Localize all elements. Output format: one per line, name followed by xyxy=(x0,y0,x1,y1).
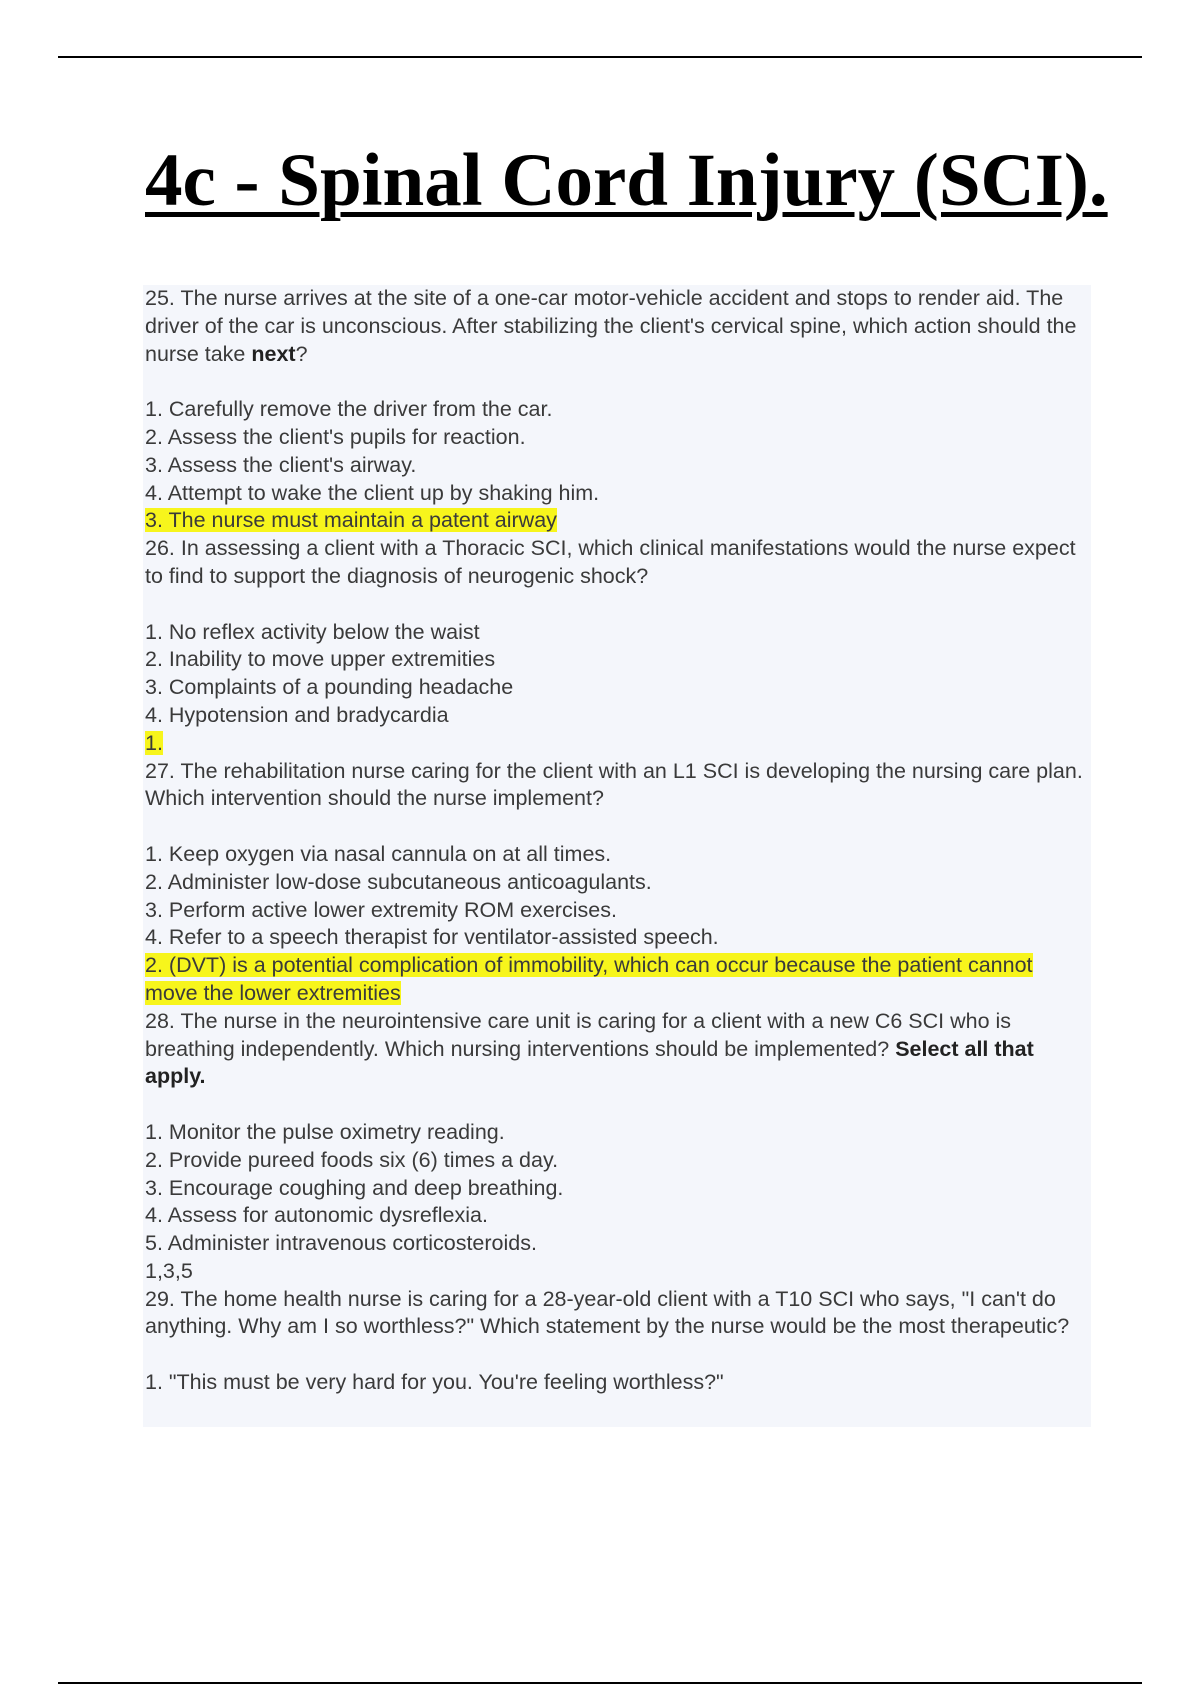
question-stem xyxy=(145,1008,1087,1091)
answer-option: 1. Monitor the pulse oximetry reading. xyxy=(145,1119,505,1144)
spacer xyxy=(145,1091,1087,1119)
spacer xyxy=(145,368,1087,396)
answer-option: 2. Administer low-dose subcutaneous anticoagulants. xyxy=(145,869,652,894)
spacer xyxy=(145,591,1087,619)
question-stem xyxy=(145,758,1087,814)
answer-option: 3. Perform active lower extremity ROM exercises. xyxy=(145,897,617,922)
question-stem-text: 29. The home health nurse is caring for a 28-year-old client with a T10 SCI who says, "I can't do anything. Why am I so worthless?" Which statement by the nurse would be the most therapeutic? xyxy=(145,1286,1070,1339)
highlighted-answer: 3. The nurse must maintain a patent airway xyxy=(145,508,557,533)
answer-option: 1. No reflex activity below the waist xyxy=(145,619,480,644)
question-stem-text: 27. The rehabilitation nurse caring for the client with an L1 SCI is developing the nursing care plan. Which intervention should the nurse implement? xyxy=(145,758,1083,811)
question-block-29 xyxy=(145,1286,1087,1397)
question-block-25 xyxy=(145,285,1087,535)
correct-answer xyxy=(145,507,1087,535)
question-stem-text: 26. In assessing a client with a Thoracic SCI, which clinical manifestations would the nurse expect to find to support the diagnosis of neurogenic shock? xyxy=(145,536,1076,588)
question-stem xyxy=(145,285,1087,368)
question-stem-text: 28. The nurse in the neurointensive care unit is caring for a client with a new C6 SCI who is breathing independently. Which nursing interventions should be implemented? xyxy=(145,1008,1012,1061)
correct-answer: 1,3,5 xyxy=(145,1258,193,1283)
question-block-27 xyxy=(145,758,1087,1008)
correct-answer xyxy=(145,730,1087,758)
answer-option: 1. "This must be very hard for you. You're feeling worthless?" xyxy=(145,1370,724,1395)
page-title: 4c - Spinal Cord Injury (SCI). xyxy=(145,139,1108,222)
highlighted-answer: 1. xyxy=(145,730,163,755)
answer-option: 4. Attempt to wake the client up by shaking him. xyxy=(145,480,600,505)
answer-option: 4. Assess for autonomic dysreflexia. xyxy=(145,1203,488,1228)
answer-option: 2. Assess the client's pupils for reaction. xyxy=(145,424,526,449)
answer-option: 2. Inability to move upper extremities xyxy=(145,647,496,672)
question-stem xyxy=(145,1286,1087,1342)
answer-option: 5. Administer intravenous corticosteroids. xyxy=(145,1231,537,1256)
spacer xyxy=(145,1341,1087,1369)
answer-option: 2. Provide pureed foods six (6) times a day. xyxy=(145,1147,559,1172)
question-block-26 xyxy=(145,535,1087,757)
top-rule xyxy=(58,56,1142,58)
question-block-28 xyxy=(145,1008,1087,1286)
highlighted-answer: 2. (DVT) is a potential complication of immobility, which can occur because the patient cannot move the lower extremities xyxy=(145,953,1033,1005)
answer-option: 4. Hypotension and bradycardia xyxy=(145,702,449,727)
question-stem-emphasis: Select all that apply. xyxy=(145,1036,1034,1089)
answer-option: 1. Carefully remove the driver from the car. xyxy=(145,397,553,422)
question-stem-emphasis: next xyxy=(251,341,296,366)
answer-option: 3. Encourage coughing and deep breathing. xyxy=(145,1175,564,1200)
answer-option: 4. Refer to a speech therapist for ventilator-assisted speech. xyxy=(145,925,719,950)
question-panel xyxy=(143,285,1091,1427)
answer-option: 1. Keep oxygen via nasal cannula on at all times. xyxy=(145,841,612,866)
spacer xyxy=(145,813,1087,841)
bottom-rule xyxy=(58,1682,1142,1684)
answer-option: 3. Complaints of a pounding headache xyxy=(145,675,514,700)
answer-option: 3. Assess the client's airway. xyxy=(145,452,417,477)
question-stem xyxy=(145,535,1087,591)
question-stem-end: ? xyxy=(295,341,308,366)
question-stem-text: 25. The nurse arrives at the site of a one-car motor-vehicle accident and stops to render aid. The driver of the car is unconscious. After stabilizing the client's cervical spine, which action should the nurse take xyxy=(145,286,1077,366)
correct-answer xyxy=(145,952,1087,1008)
